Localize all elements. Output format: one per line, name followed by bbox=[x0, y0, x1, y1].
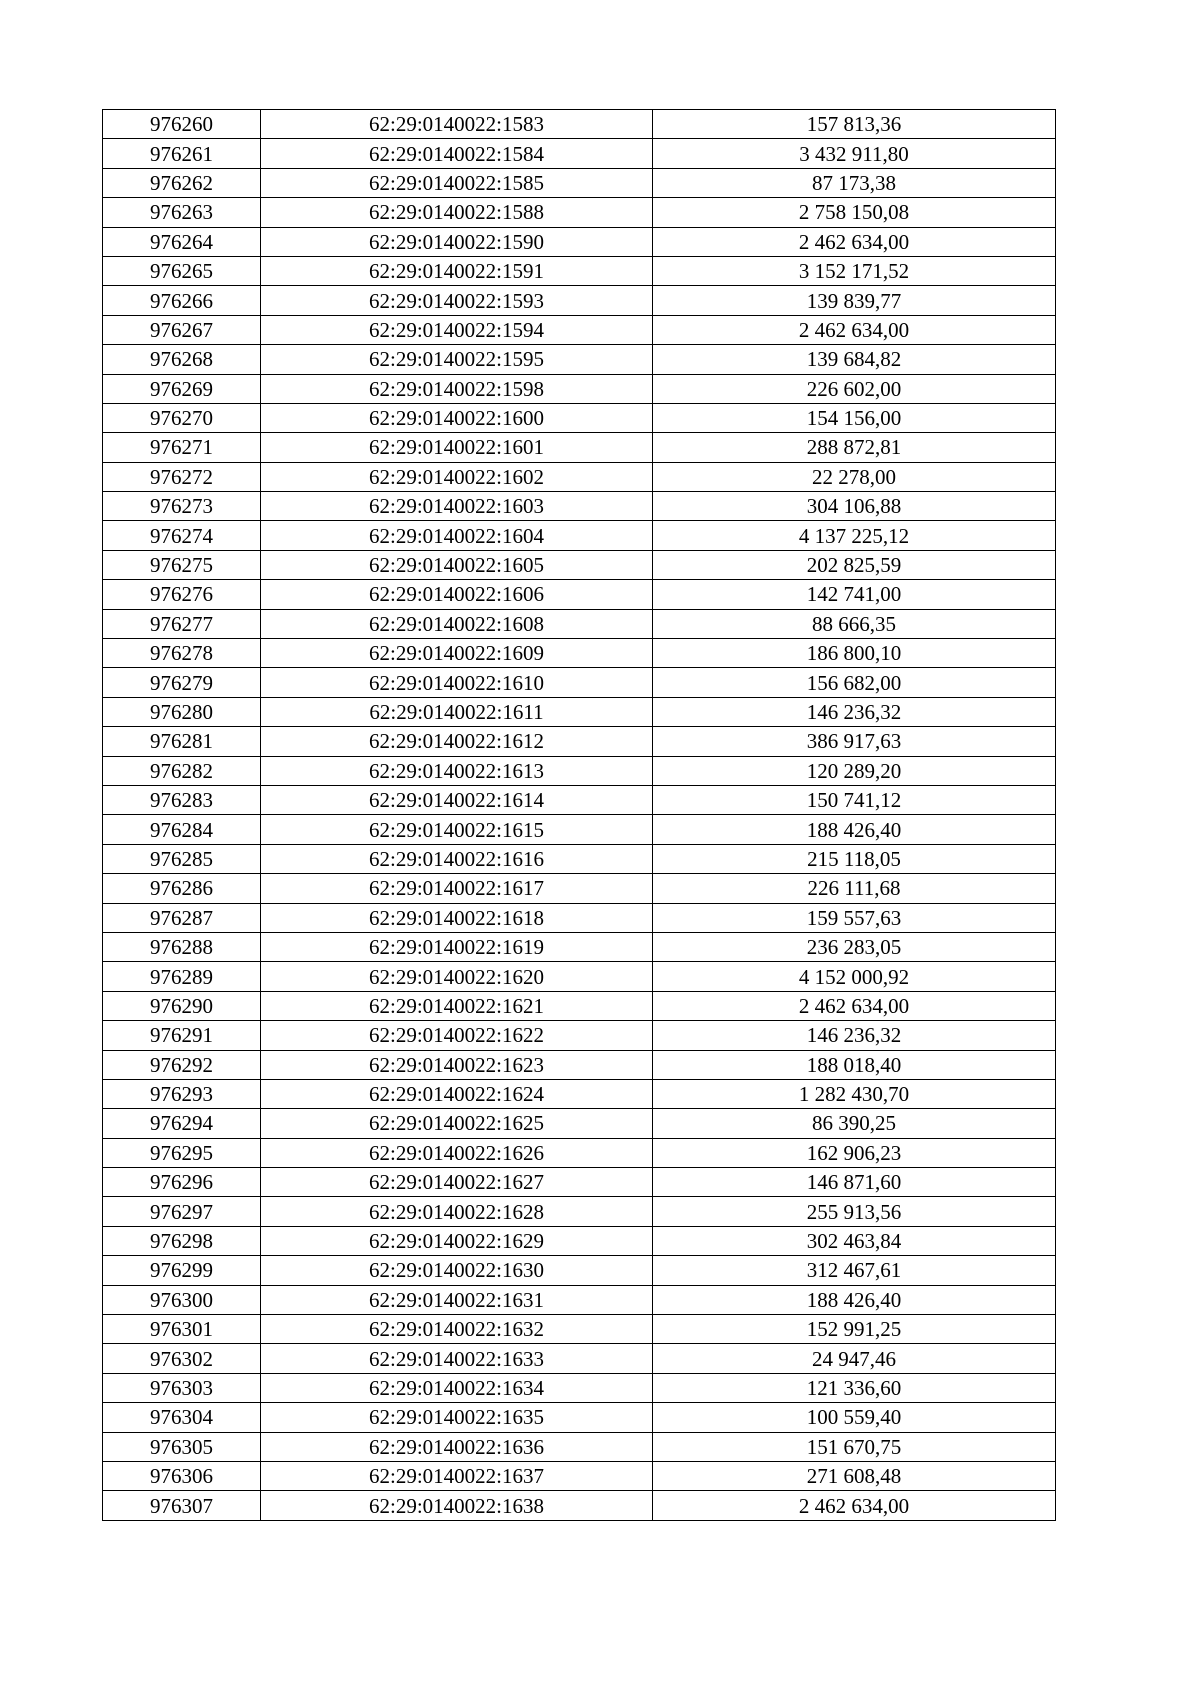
cadastral-number-cell: 62:29:0140022:1628 bbox=[261, 1197, 653, 1226]
row-number-cell: 976305 bbox=[103, 1432, 261, 1461]
table-row bbox=[103, 345, 1056, 374]
cadastral-value-cell: 2 758 150,08 bbox=[653, 198, 1056, 227]
cadastral-number-cell: 62:29:0140022:1635 bbox=[261, 1403, 653, 1432]
row-number-cell: 976281 bbox=[103, 727, 261, 756]
cadastral-value-cell: 186 800,10 bbox=[653, 639, 1056, 668]
row-number-cell: 976270 bbox=[103, 403, 261, 432]
cadastral-value-cell: 386 917,63 bbox=[653, 727, 1056, 756]
cadastral-value-cell: 87 173,38 bbox=[653, 168, 1056, 197]
row-number-cell: 976306 bbox=[103, 1461, 261, 1490]
cadastral-number-cell: 62:29:0140022:1623 bbox=[261, 1050, 653, 1079]
row-number-cell: 976284 bbox=[103, 815, 261, 844]
row-number-cell: 976293 bbox=[103, 1079, 261, 1108]
table-row bbox=[103, 609, 1056, 638]
cadastral-number-cell: 62:29:0140022:1612 bbox=[261, 727, 653, 756]
row-number-cell: 976274 bbox=[103, 521, 261, 550]
cadastral-value-cell: 215 118,05 bbox=[653, 844, 1056, 873]
table-row bbox=[103, 256, 1056, 285]
row-number-cell: 976262 bbox=[103, 168, 261, 197]
cadastral-value-cell: 159 557,63 bbox=[653, 903, 1056, 932]
cadastral-number-cell: 62:29:0140022:1615 bbox=[261, 815, 653, 844]
table-row bbox=[103, 844, 1056, 873]
row-number-cell: 976277 bbox=[103, 609, 261, 638]
cadastral-value-cell: 152 991,25 bbox=[653, 1315, 1056, 1344]
row-number-cell: 976263 bbox=[103, 198, 261, 227]
cadastral-value-cell: 2 462 634,00 bbox=[653, 991, 1056, 1020]
cadastral-number-cell: 62:29:0140022:1627 bbox=[261, 1168, 653, 1197]
row-number-cell: 976292 bbox=[103, 1050, 261, 1079]
cadastral-value-cell: 2 462 634,00 bbox=[653, 1491, 1056, 1520]
table-row bbox=[103, 991, 1056, 1020]
cadastral-number-cell: 62:29:0140022:1619 bbox=[261, 932, 653, 961]
cadastral-number-cell: 62:29:0140022:1604 bbox=[261, 521, 653, 550]
row-number-cell: 976286 bbox=[103, 874, 261, 903]
table-row bbox=[103, 903, 1056, 932]
table-row bbox=[103, 1373, 1056, 1402]
row-number-cell: 976276 bbox=[103, 580, 261, 609]
table-row bbox=[103, 168, 1056, 197]
cadastral-number-cell: 62:29:0140022:1602 bbox=[261, 462, 653, 491]
row-number-cell: 976275 bbox=[103, 550, 261, 579]
cadastral-value-cell: 236 283,05 bbox=[653, 932, 1056, 961]
cadastral-number-cell: 62:29:0140022:1594 bbox=[261, 315, 653, 344]
table-row bbox=[103, 1226, 1056, 1255]
table-row bbox=[103, 785, 1056, 814]
table-row bbox=[103, 756, 1056, 785]
cadastral-number-cell: 62:29:0140022:1633 bbox=[261, 1344, 653, 1373]
cadastral-number-cell: 62:29:0140022:1611 bbox=[261, 697, 653, 726]
cadastral-value-cell: 88 666,35 bbox=[653, 609, 1056, 638]
cadastral-number-cell: 62:29:0140022:1618 bbox=[261, 903, 653, 932]
table-body bbox=[103, 110, 1056, 1521]
cadastral-number-cell: 62:29:0140022:1588 bbox=[261, 198, 653, 227]
cadastral-number-cell: 62:29:0140022:1625 bbox=[261, 1109, 653, 1138]
cadastral-number-cell: 62:29:0140022:1624 bbox=[261, 1079, 653, 1108]
table-row bbox=[103, 550, 1056, 579]
cadastral-value-cell: 86 390,25 bbox=[653, 1109, 1056, 1138]
table-row bbox=[103, 1050, 1056, 1079]
row-number-cell: 976266 bbox=[103, 286, 261, 315]
cadastral-value-cell: 4 137 225,12 bbox=[653, 521, 1056, 550]
row-number-cell: 976269 bbox=[103, 374, 261, 403]
cadastral-value-cell: 188 018,40 bbox=[653, 1050, 1056, 1079]
cadastral-number-cell: 62:29:0140022:1613 bbox=[261, 756, 653, 785]
cadastral-number-cell: 62:29:0140022:1636 bbox=[261, 1432, 653, 1461]
cadastral-number-cell: 62:29:0140022:1603 bbox=[261, 492, 653, 521]
row-number-cell: 976267 bbox=[103, 315, 261, 344]
cadastral-value-cell: 2 462 634,00 bbox=[653, 315, 1056, 344]
table-row bbox=[103, 1491, 1056, 1520]
cadastral-number-cell: 62:29:0140022:1584 bbox=[261, 139, 653, 168]
table-row bbox=[103, 521, 1056, 550]
cadastral-value-cell: 100 559,40 bbox=[653, 1403, 1056, 1432]
row-number-cell: 976289 bbox=[103, 962, 261, 991]
table-row bbox=[103, 462, 1056, 491]
table-row bbox=[103, 668, 1056, 697]
cadastral-number-cell: 62:29:0140022:1638 bbox=[261, 1491, 653, 1520]
row-number-cell: 976279 bbox=[103, 668, 261, 697]
cadastral-value-cell: 146 236,32 bbox=[653, 697, 1056, 726]
cadastral-number-cell: 62:29:0140022:1583 bbox=[261, 110, 653, 139]
cadastral-value-cell: 3 152 171,52 bbox=[653, 256, 1056, 285]
table-row bbox=[103, 1344, 1056, 1373]
table-row bbox=[103, 639, 1056, 668]
cadastral-number-cell: 62:29:0140022:1621 bbox=[261, 991, 653, 1020]
table-row bbox=[103, 403, 1056, 432]
cadastral-number-cell: 62:29:0140022:1601 bbox=[261, 433, 653, 462]
cadastral-number-cell: 62:29:0140022:1626 bbox=[261, 1138, 653, 1167]
row-number-cell: 976304 bbox=[103, 1403, 261, 1432]
table-row bbox=[103, 1256, 1056, 1285]
cadastral-value-cell: 302 463,84 bbox=[653, 1226, 1056, 1255]
cadastral-value-cell: 202 825,59 bbox=[653, 550, 1056, 579]
cadastral-number-cell: 62:29:0140022:1631 bbox=[261, 1285, 653, 1314]
cadastral-value-cell: 121 336,60 bbox=[653, 1373, 1056, 1402]
row-number-cell: 976271 bbox=[103, 433, 261, 462]
table-row bbox=[103, 697, 1056, 726]
row-number-cell: 976264 bbox=[103, 227, 261, 256]
cadastral-number-cell: 62:29:0140022:1595 bbox=[261, 345, 653, 374]
row-number-cell: 976260 bbox=[103, 110, 261, 139]
cadastral-value-cell: 150 741,12 bbox=[653, 785, 1056, 814]
table-row bbox=[103, 1138, 1056, 1167]
row-number-cell: 976268 bbox=[103, 345, 261, 374]
cadastral-value-cell: 156 682,00 bbox=[653, 668, 1056, 697]
cadastral-number-cell: 62:29:0140022:1605 bbox=[261, 550, 653, 579]
row-number-cell: 976307 bbox=[103, 1491, 261, 1520]
row-number-cell: 976285 bbox=[103, 844, 261, 873]
cadastral-value-cell: 288 872,81 bbox=[653, 433, 1056, 462]
cadastral-value-cell: 154 156,00 bbox=[653, 403, 1056, 432]
cadastral-value-cell: 226 111,68 bbox=[653, 874, 1056, 903]
cadastral-value-cell: 139 839,77 bbox=[653, 286, 1056, 315]
table-row bbox=[103, 433, 1056, 462]
cadastral-value-cell: 2 462 634,00 bbox=[653, 227, 1056, 256]
table-row bbox=[103, 315, 1056, 344]
cadastral-value-cell: 4 152 000,92 bbox=[653, 962, 1056, 991]
cadastral-value-cell: 22 278,00 bbox=[653, 462, 1056, 491]
table-row bbox=[103, 1461, 1056, 1490]
table-row bbox=[103, 286, 1056, 315]
cadastral-value-cell: 188 426,40 bbox=[653, 815, 1056, 844]
row-number-cell: 976290 bbox=[103, 991, 261, 1020]
cadastral-number-cell: 62:29:0140022:1606 bbox=[261, 580, 653, 609]
cadastral-number-cell: 62:29:0140022:1591 bbox=[261, 256, 653, 285]
table-row bbox=[103, 374, 1056, 403]
cadastral-value-cell: 157 813,36 bbox=[653, 110, 1056, 139]
table-row bbox=[103, 110, 1056, 139]
row-number-cell: 976282 bbox=[103, 756, 261, 785]
row-number-cell: 976297 bbox=[103, 1197, 261, 1226]
table-row bbox=[103, 580, 1056, 609]
table-row bbox=[103, 1315, 1056, 1344]
row-number-cell: 976278 bbox=[103, 639, 261, 668]
cadastral-number-cell: 62:29:0140022:1614 bbox=[261, 785, 653, 814]
cadastral-value-cell: 120 289,20 bbox=[653, 756, 1056, 785]
cadastral-value-cell: 146 871,60 bbox=[653, 1168, 1056, 1197]
row-number-cell: 976280 bbox=[103, 697, 261, 726]
table-row bbox=[103, 1432, 1056, 1461]
row-number-cell: 976295 bbox=[103, 1138, 261, 1167]
cadastral-number-cell: 62:29:0140022:1610 bbox=[261, 668, 653, 697]
table-row bbox=[103, 727, 1056, 756]
cadastral-number-cell: 62:29:0140022:1630 bbox=[261, 1256, 653, 1285]
row-number-cell: 976265 bbox=[103, 256, 261, 285]
cadastral-value-cell: 162 906,23 bbox=[653, 1138, 1056, 1167]
cadastral-number-cell: 62:29:0140022:1608 bbox=[261, 609, 653, 638]
row-number-cell: 976283 bbox=[103, 785, 261, 814]
cadastral-value-cell: 1 282 430,70 bbox=[653, 1079, 1056, 1108]
cadastral-number-cell: 62:29:0140022:1609 bbox=[261, 639, 653, 668]
row-number-cell: 976291 bbox=[103, 1021, 261, 1050]
row-number-cell: 976288 bbox=[103, 932, 261, 961]
table-row bbox=[103, 932, 1056, 961]
row-number-cell: 976273 bbox=[103, 492, 261, 521]
cadastral-value-cell: 24 947,46 bbox=[653, 1344, 1056, 1373]
row-number-cell: 976298 bbox=[103, 1226, 261, 1255]
table-row bbox=[103, 198, 1056, 227]
row-number-cell: 976294 bbox=[103, 1109, 261, 1138]
cadastral-value-cell: 151 670,75 bbox=[653, 1432, 1056, 1461]
cadastral-value-table bbox=[102, 109, 1056, 1521]
row-number-cell: 976300 bbox=[103, 1285, 261, 1314]
table-row bbox=[103, 815, 1056, 844]
table-row bbox=[103, 492, 1056, 521]
table-row bbox=[103, 1109, 1056, 1138]
table-row bbox=[103, 139, 1056, 168]
cadastral-value-cell: 226 602,00 bbox=[653, 374, 1056, 403]
cadastral-value-cell: 3 432 911,80 bbox=[653, 139, 1056, 168]
cadastral-number-cell: 62:29:0140022:1617 bbox=[261, 874, 653, 903]
cadastral-value-cell: 146 236,32 bbox=[653, 1021, 1056, 1050]
row-number-cell: 976296 bbox=[103, 1168, 261, 1197]
cadastral-number-cell: 62:29:0140022:1585 bbox=[261, 168, 653, 197]
cadastral-value-cell: 271 608,48 bbox=[653, 1461, 1056, 1490]
cadastral-value-cell: 139 684,82 bbox=[653, 345, 1056, 374]
cadastral-number-cell: 62:29:0140022:1634 bbox=[261, 1373, 653, 1402]
row-number-cell: 976301 bbox=[103, 1315, 261, 1344]
row-number-cell: 976302 bbox=[103, 1344, 261, 1373]
table-row bbox=[103, 1197, 1056, 1226]
cadastral-number-cell: 62:29:0140022:1590 bbox=[261, 227, 653, 256]
cadastral-number-cell: 62:29:0140022:1629 bbox=[261, 1226, 653, 1255]
table-row bbox=[103, 874, 1056, 903]
cadastral-value-cell: 188 426,40 bbox=[653, 1285, 1056, 1314]
table-row bbox=[103, 1079, 1056, 1108]
table-row bbox=[103, 1021, 1056, 1050]
cadastral-number-cell: 62:29:0140022:1632 bbox=[261, 1315, 653, 1344]
cadastral-number-cell: 62:29:0140022:1598 bbox=[261, 374, 653, 403]
cadastral-value-cell: 312 467,61 bbox=[653, 1256, 1056, 1285]
row-number-cell: 976261 bbox=[103, 139, 261, 168]
row-number-cell: 976299 bbox=[103, 1256, 261, 1285]
cadastral-value-cell: 255 913,56 bbox=[653, 1197, 1056, 1226]
cadastral-number-cell: 62:29:0140022:1637 bbox=[261, 1461, 653, 1490]
cadastral-number-cell: 62:29:0140022:1600 bbox=[261, 403, 653, 432]
cadastral-number-cell: 62:29:0140022:1593 bbox=[261, 286, 653, 315]
table-row bbox=[103, 962, 1056, 991]
row-number-cell: 976272 bbox=[103, 462, 261, 491]
cadastral-value-cell: 142 741,00 bbox=[653, 580, 1056, 609]
table-row bbox=[103, 1403, 1056, 1432]
table-row bbox=[103, 227, 1056, 256]
row-number-cell: 976303 bbox=[103, 1373, 261, 1402]
row-number-cell: 976287 bbox=[103, 903, 261, 932]
cadastral-value-cell: 304 106,88 bbox=[653, 492, 1056, 521]
cadastral-number-cell: 62:29:0140022:1616 bbox=[261, 844, 653, 873]
table-row bbox=[103, 1285, 1056, 1314]
cadastral-number-cell: 62:29:0140022:1620 bbox=[261, 962, 653, 991]
table-row bbox=[103, 1168, 1056, 1197]
cadastral-number-cell: 62:29:0140022:1622 bbox=[261, 1021, 653, 1050]
